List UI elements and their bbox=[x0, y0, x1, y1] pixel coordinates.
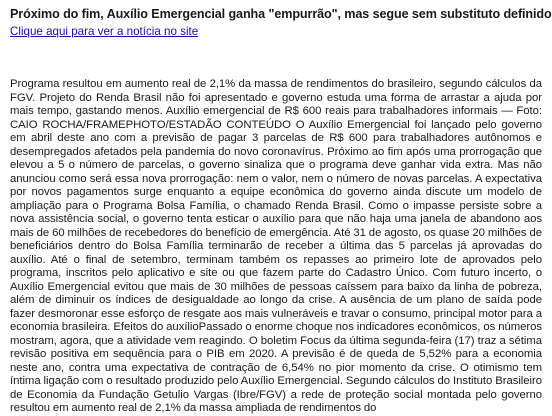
article-page bbox=[10, 6, 552, 414]
article-body: Programa resultou em aumento real de 2,1% da massa de rendimentos do brasileiro, segundo cálculos da FGV. Projeto do Renda Brasil não foi apresentado e governo estuda uma forma de arrastar a ajuda por mais tempo, gastando menos. Auxílio emergencial de R$ 600 reais para trabalhadores informais — Foto: CAIO ROCHA/FRAMEPHOTO/ESTADÃO CONTEÚDO O Auxílio Emergencial foi lançado pelo governo em abril deste ano com a previsão de pagar 3 parcelas de R$ 600 para trabalhadores autônomos e desempregados afetados pela pandemia do novo coronavírus. Próximo ao fim após uma prorrogação que elevou a 5 o número de parcelas, o governo sinaliza que o programa deve ganhar vida extra. Mas não anunciou como será essa nova prorrogação: nem o valor, nem o número de novas parcelas. A expectativa por novos pagamentos surge enquanto a equipe econômica do governo ainda discute um modelo de ampliação para o Programa Bolsa Família, o chamado Renda Brasil. Como o impasse persiste sobre a nova assistência social, o governo tenta esticar o auxílio para que não haja uma janela de abandono aos mais de 60 milhões de recebedores do benefício de emergência. Até 31 de agosto, os quase 20 milhões de beneficiários dentro do Bolsa Família terminarão de receber a última das 5 parcelas já aprovadas do auxílio. Até o final de setembro, terminam também os repasses ao primeiro lote de aprovados pelo programa, inscritos pelo aplicativo e site ou que fazem parte do Cadastro Único. Com futuro incerto, o Auxílio Emergencial evitou que mais de 30 milhões de pessoas caíssem para baixo da linha de pobreza, além de diminuir os índices de desigualdade ao longo da crise. A ausência de um plano de saída pode fazer desmoronar esse esforço de resgate aos mais vulneráveis e travar o consumo, principal motor para a economia brasileira. Efeitos do auxílioPassado o enorme choque nos indicadores econômicos, os números mostram, agora, que a atividade vem reagindo. O boletim Focus da última segunda-feira (17) traz a sétima revisão positiva em sequência para o PIB em 2020. A previsão é de queda de 5,52% para a economia neste ano, contra uma expectativa de contração de 6,54% no pior momento da crise. O otimismo tem íntima ligação com o resultado produzido pelo Auxílio Emergencial. Segundo cálculos do Instituto Brasileiro de Economia da Fundação Getulio Vargas (Ibre/FGV) a rede de proteção social montada pelo governo resultou em aumento real de 2,1% da massa ampliada de rendimentos do bbox=[10, 78, 542, 414]
view-on-site-link[interactable]: Clique aqui para ver a notícia no site bbox=[10, 25, 199, 38]
article-headline: Próximo do fim, Auxílio Emergencial ganha "empurrão", mas segue sem substituto definido bbox=[10, 7, 552, 21]
article-body-container bbox=[10, 78, 542, 414]
